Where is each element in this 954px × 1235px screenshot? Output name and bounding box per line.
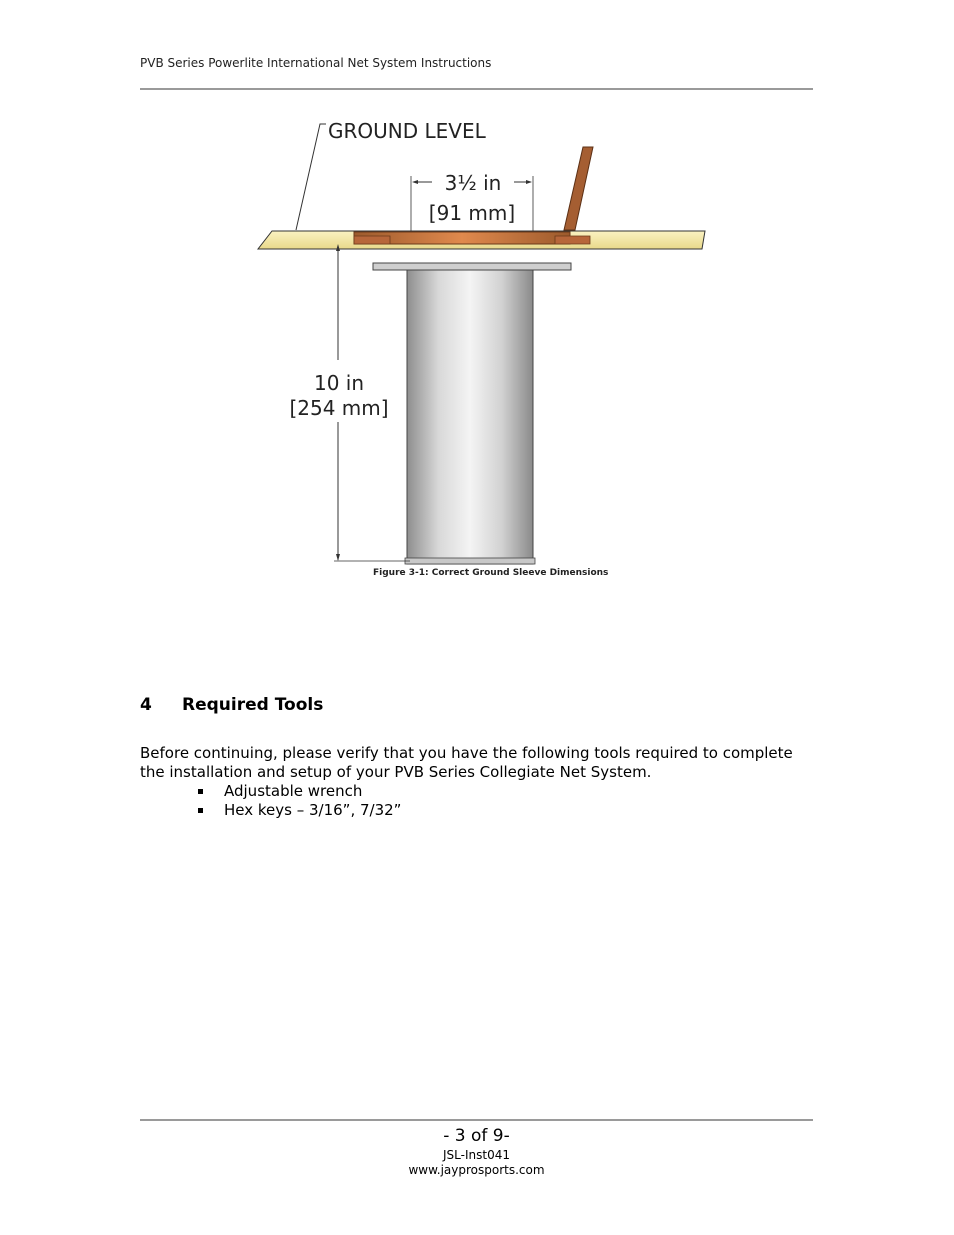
sleeve-tube [405, 270, 535, 564]
list-item: Adjustable wrench [196, 782, 401, 801]
sleeve-flange [354, 232, 590, 244]
ground-level-label: GROUND LEVEL [328, 119, 486, 143]
bullet-square-icon [198, 808, 203, 813]
header-divider [140, 88, 813, 90]
depth-in-label: 10 in [313, 371, 365, 395]
section-number: 4 [140, 695, 152, 715]
section-intro: Before continuing, please verify that you have the following tools required to complete the installation and setup of your PVB Series Collegiate Net System. [140, 744, 793, 781]
ground-level-leader [296, 124, 326, 230]
width-mm-label: [91 mm] [428, 201, 516, 225]
header-title: PVB Series Powerlite International Net System Instructions [140, 56, 492, 70]
depth-mm-label: [254 mm] [289, 396, 389, 420]
tilted-pole [564, 147, 593, 230]
document-id: JSL-Inst041 [443, 1148, 510, 1162]
footer-url: www.jayprosports.com [408, 1163, 545, 1177]
section-heading [140, 695, 323, 715]
page-number: - 3 of 9- [443, 1126, 510, 1146]
footer-divider [140, 1119, 813, 1121]
ground-sleeve-figure [250, 110, 720, 570]
tools-list [196, 782, 401, 820]
list-item: Hex keys – 3/16”, 7/32” [196, 801, 401, 820]
sleeve-top-plate [373, 263, 571, 270]
width-in-label: 3½ in [444, 171, 502, 195]
figure-caption: Figure 3-1: Correct Ground Sleeve Dimensions [373, 568, 609, 578]
bullet-square-icon [198, 789, 203, 794]
section-title: Required Tools [182, 695, 324, 715]
